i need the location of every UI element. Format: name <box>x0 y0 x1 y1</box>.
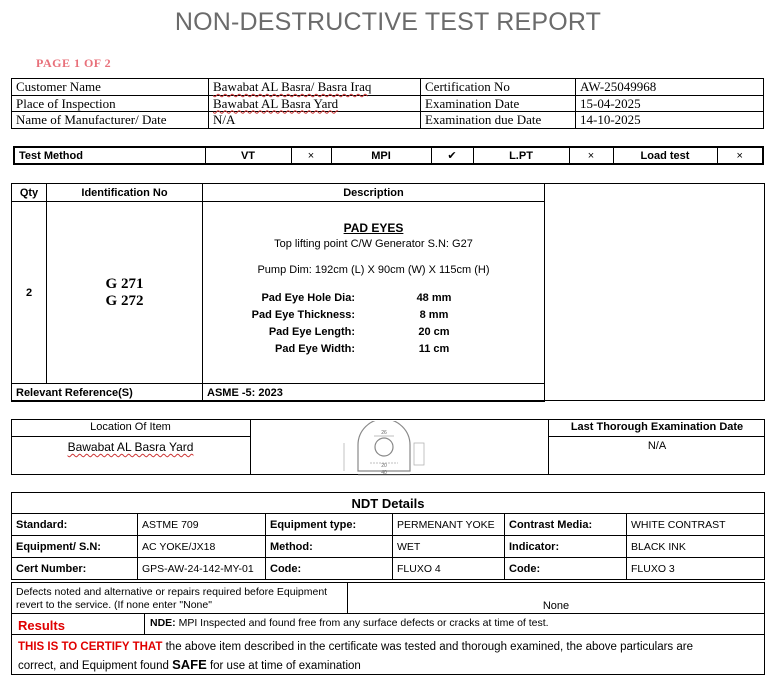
ref-value: ASME -5: 2023 <box>203 384 545 402</box>
id-value-1: G 271 <box>105 275 144 292</box>
spec-value: 20 cm <box>418 325 450 338</box>
nde-line <box>150 617 549 629</box>
certify-text2a: correct, and Equipment found <box>18 660 173 672</box>
last-exam-cell <box>548 419 765 475</box>
defects-label: Defects noted and alternative or repairs required before Equipment revert to the service. (If none enter "None" <box>16 586 328 611</box>
certify-row <box>11 634 765 675</box>
results-row <box>11 613 765 635</box>
ref-label: Relevant Reference(S) <box>12 384 203 402</box>
certify-text1: the above item described in the certificate was tested and thorough examined, the above particulars are <box>162 641 693 653</box>
spec-label: Pad Eye Hole Dia: <box>261 291 355 304</box>
ndt-label: Cert Number: <box>12 558 138 580</box>
ndt-value: FLUXO 3 <box>627 558 765 580</box>
results-label: Results <box>18 618 65 633</box>
ndt-title: NDT Details <box>12 493 765 514</box>
due-date-value: 14-10-2025 <box>576 112 764 129</box>
location-cell <box>11 419 251 475</box>
ndt-label: Standard: <box>12 514 138 536</box>
spec-value: 8 mm <box>419 308 449 321</box>
manufacturer-value: N/A <box>209 112 421 129</box>
defects-value: None <box>542 600 570 612</box>
method-lpt-mark: × <box>569 147 613 164</box>
ndt-value: WET <box>393 536 505 558</box>
qty-header: Qty <box>12 184 47 202</box>
last-exam-header: Last Thorough Examination Date <box>549 419 765 437</box>
ndt-value: PERMENANT YOKE <box>393 514 505 536</box>
place-value <box>209 96 421 112</box>
method-vt-mark: × <box>291 147 331 164</box>
ndt-label: Method: <box>266 536 393 558</box>
location-value <box>11 440 250 454</box>
id-values <box>47 202 203 384</box>
method-load-name: Load test <box>613 147 717 164</box>
cert-label: Certification No <box>421 79 576 96</box>
drawing-label: 20 <box>381 463 387 469</box>
spec-label: Pad Eye Width: <box>275 342 355 355</box>
due-date-label: Examination due Date <box>421 112 576 129</box>
customer-value-text: Bawabat AL Basra/ Basra Iraq <box>213 79 372 94</box>
method-lpt-name: L.PT <box>473 147 569 164</box>
results-divider <box>144 614 145 634</box>
page-label: PAGE 1 OF 2 <box>36 56 112 70</box>
ndt-value: BLACK INK <box>627 536 765 558</box>
nde-value: MPI Inspected and found free from any surface defects or cracks at time of test. <box>178 617 549 629</box>
ndt-table <box>11 492 765 580</box>
exam-date-value: 15-04-2025 <box>576 96 764 112</box>
spec-label: Pad Eye Thickness: <box>251 308 355 321</box>
manufacturer-label: Name of Manufacturer/ Date <box>12 112 209 129</box>
cert-value: AW-25049968 <box>576 79 764 96</box>
place-label: Place of Inspection <box>12 96 209 112</box>
test-method-table <box>13 146 764 165</box>
report-title: NON-DESTRUCTIVE TEST REPORT <box>174 8 602 36</box>
desc-header: Description <box>203 184 545 202</box>
location-header: Location Of Item <box>11 419 250 437</box>
id-header: Identification No <box>47 184 203 202</box>
spec-value: 11 cm <box>418 342 450 355</box>
customer-value <box>209 79 421 96</box>
ndt-label: Equipment/ S.N: <box>12 536 138 558</box>
defects-row <box>11 582 765 614</box>
ndt-label: Indicator: <box>505 536 627 558</box>
desc-cell <box>203 202 545 384</box>
certify-text2b: for use at time of examination <box>206 660 361 672</box>
spec-value: 48 mm <box>416 291 452 304</box>
method-mpi-mark: ✔ <box>431 147 473 164</box>
ndt-label: Code: <box>266 558 393 580</box>
ndt-value: ASTME 709 <box>138 514 266 536</box>
desc-title: PAD EYES <box>343 221 404 235</box>
info-table <box>11 78 764 129</box>
place-value-text: Bawabat AL Basra Yard <box>213 95 339 111</box>
desc-line2: Pump Dim: 192cm (L) X 90cm (W) X 115cm (H) <box>257 264 490 276</box>
pad-eye-drawing <box>330 421 440 477</box>
nde-label: NDE: <box>150 617 176 629</box>
id-value-2: G 272 <box>105 292 144 309</box>
exam-date-label: Examination Date <box>421 96 576 112</box>
items-table <box>11 183 545 402</box>
test-method-label: Test Method <box>14 147 205 164</box>
location-value-text: Bawabat AL Basra Yard <box>67 440 194 454</box>
ndt-value: AC YOKE/JX18 <box>138 536 266 558</box>
ndt-label: Code: <box>505 558 627 580</box>
certify-line2 <box>18 656 758 675</box>
ndt-value: FLUXO 4 <box>393 558 505 580</box>
ndt-label: Contrast Media: <box>505 514 627 536</box>
certify-safe: SAFE <box>172 657 207 672</box>
ndt-value: WHITE CONTRAST <box>627 514 765 536</box>
ndt-label: Equipment type: <box>266 514 393 536</box>
qty-value: 2 <box>12 202 47 384</box>
method-mpi-name: MPI <box>331 147 431 164</box>
spec-label: Pad Eye Length: <box>268 325 355 338</box>
customer-label: Customer Name <box>12 79 209 96</box>
method-vt-name: VT <box>205 147 291 164</box>
certify-line1 <box>18 639 758 656</box>
certify-lead: THIS IS TO CERTIFY THAT <box>18 641 163 653</box>
spec-table <box>235 289 509 357</box>
method-load-mark: × <box>717 147 763 164</box>
desc-line1: Top lifting point C/W Generator S.N: G27 <box>274 238 473 250</box>
drawing-label: 26 <box>381 430 387 436</box>
last-exam-value: N/A <box>647 440 667 452</box>
drawing-label: 40 <box>381 470 387 476</box>
ndt-value: GPS-AW-24-142-MY-01 <box>138 558 266 580</box>
